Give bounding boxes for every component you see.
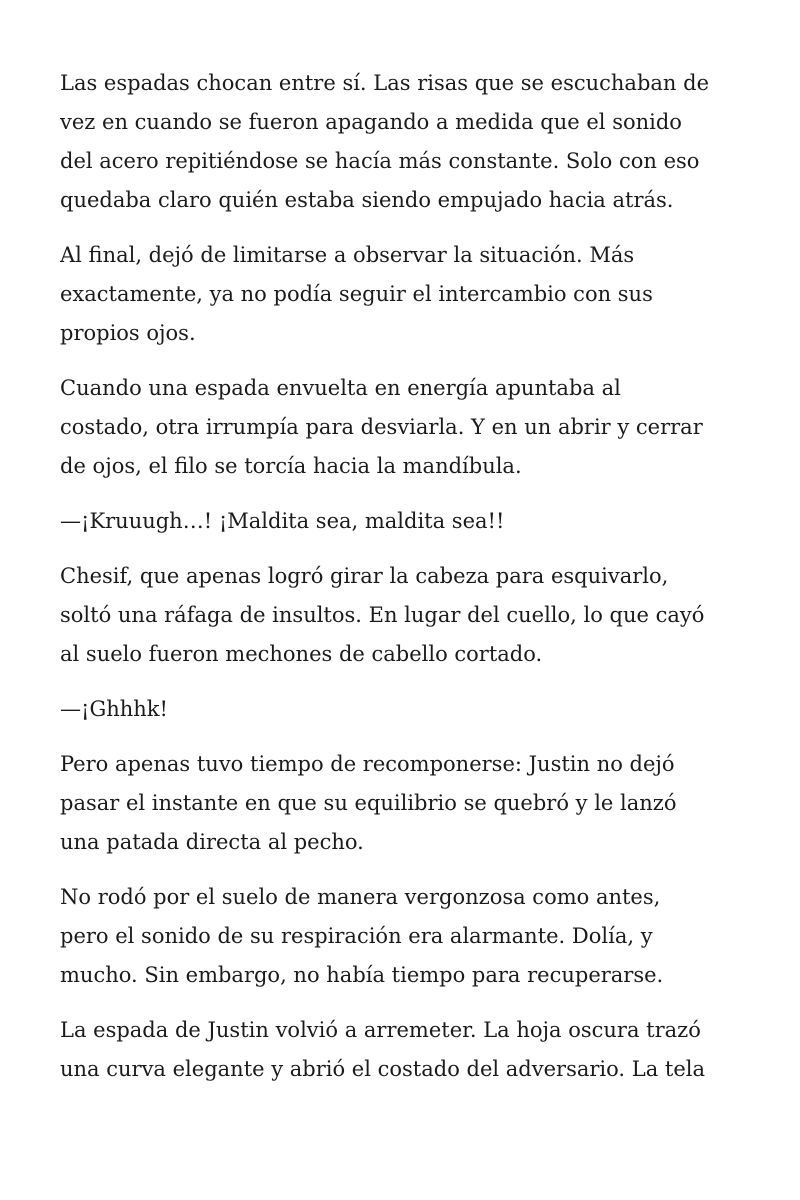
dialogue-line-1: —¡Kruuugh…! ¡Maldita sea, maldita sea!! — [60, 509, 505, 533]
dialogue-line-2: —¡Ghhhk! — [60, 697, 168, 721]
paragraph-6: No rodó por el suelo de manera vergonzosa como antes, pero el sonido de su respiración era alarmante. Dolía, y mucho. Sin embargo, no había tiempo para recuperarse. — [60, 885, 664, 987]
paragraph-5: Pero apenas tuvo tiempo de recomponerse: Justin no dejó pasar el instante en que su equilibrio se quebró y le lanzó una patada directa al pecho. — [60, 752, 677, 854]
paragraph-1: Las espadas chocan entre sí. Las risas que se escuchaban de vez en cuando se fueron apagando a medida que el sonido del acero repitiéndose se hacía más constante. Solo con eso quedaba claro quién estaba siendo empujado hacia atrás. — [60, 71, 709, 212]
paragraph-2: Al final, dejó de limitarse a observar la situación. Más exactamente, ya no podía seguir el intercambio con sus propios ojos. — [60, 243, 653, 345]
paragraph-7: La espada de Justin volvió a arremeter. La hoja oscura trazó una curva elegante y abrió el costado del adversario. La tela — [60, 1018, 706, 1081]
paragraph-3: Cuando una espada envuelta en energía apuntaba al costado, otra irrumpía para desviarla. Y en un abrir y cerrar de ojos, el filo se torcía hacia la mandíbula. — [60, 376, 703, 478]
paragraph-4: Chesif, que apenas logró girar la cabeza para esquivarlo, soltó una ráfaga de insultos. En lugar del cuello, lo que cayó al suelo fueron mechones de cabello cortado. — [60, 564, 705, 666]
reading-page — [60, 64, 750, 1105]
